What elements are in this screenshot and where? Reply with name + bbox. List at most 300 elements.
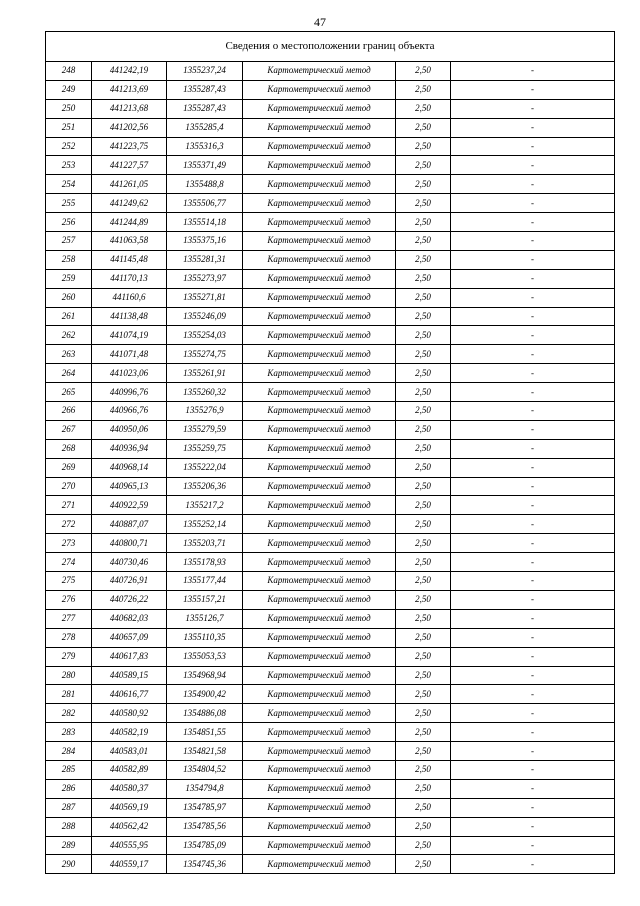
page-number: 47 [314,15,326,29]
point-number-cell: 270 [46,477,92,496]
description-cell: - [451,817,615,836]
x-coordinate-cell: 440730,46 [92,553,167,572]
point-number-cell: 278 [46,628,92,647]
method-cell: Картометрический метод [243,439,396,458]
x-coordinate-cell: 440726,22 [92,590,167,609]
accuracy-cell: 2,50 [396,175,451,194]
method-cell: Картометрический метод [243,534,396,553]
y-coordinate-cell: 1355206,36 [167,477,243,496]
accuracy-cell: 2,50 [396,515,451,534]
description-cell: - [451,458,615,477]
description-cell: - [451,553,615,572]
table-row [46,779,615,798]
table-row [46,515,615,534]
table-row [46,439,615,458]
table-row [46,420,615,439]
description-cell: - [451,175,615,194]
point-number-cell: 258 [46,250,92,269]
accuracy-cell: 2,50 [396,590,451,609]
point-number-cell: 256 [46,213,92,232]
y-coordinate-cell: 1355222,04 [167,458,243,477]
method-cell: Картометрический метод [243,836,396,855]
x-coordinate-cell: 440800,71 [92,534,167,553]
accuracy-cell: 2,50 [396,364,451,383]
description-cell: - [451,742,615,761]
table-row [46,232,615,251]
table-row [46,723,615,742]
description-cell: - [451,80,615,99]
accuracy-cell: 2,50 [396,855,451,874]
description-cell: - [451,477,615,496]
x-coordinate-cell: 441023,06 [92,364,167,383]
description-cell: - [451,685,615,704]
x-coordinate-cell: 441160,6 [92,288,167,307]
method-cell: Картометрический метод [243,269,396,288]
point-number-cell: 253 [46,156,92,175]
y-coordinate-cell: 1355259,75 [167,439,243,458]
y-coordinate-cell: 1354851,55 [167,723,243,742]
point-number-cell: 281 [46,685,92,704]
x-coordinate-cell: 440887,07 [92,515,167,534]
method-cell: Картометрический метод [243,855,396,874]
y-coordinate-cell: 1354900,42 [167,685,243,704]
point-number-cell: 283 [46,723,92,742]
y-coordinate-cell: 1355053,53 [167,647,243,666]
method-cell: Картометрический метод [243,175,396,194]
method-cell: Картометрический метод [243,817,396,836]
table-row [46,742,615,761]
accuracy-cell: 2,50 [396,572,451,591]
point-number-cell: 250 [46,99,92,118]
point-number-cell: 284 [46,742,92,761]
accuracy-cell: 2,50 [396,477,451,496]
y-coordinate-cell: 1355254,03 [167,326,243,345]
table-row [46,836,615,855]
description-cell: - [451,534,615,553]
point-number-cell: 273 [46,534,92,553]
table-row [46,250,615,269]
method-cell: Картометрический метод [243,402,396,421]
x-coordinate-cell: 441145,48 [92,250,167,269]
method-cell: Картометрический метод [243,477,396,496]
description-cell: - [451,760,615,779]
accuracy-cell: 2,50 [396,647,451,666]
description-cell: - [451,779,615,798]
accuracy-cell: 2,50 [396,628,451,647]
point-number-cell: 264 [46,364,92,383]
point-number-cell: 268 [46,439,92,458]
y-coordinate-cell: 1355252,14 [167,515,243,534]
x-coordinate-cell: 440580,92 [92,704,167,723]
accuracy-cell: 2,50 [396,213,451,232]
description-cell: - [451,307,615,326]
x-coordinate-cell: 440657,09 [92,628,167,647]
method-cell: Картометрический метод [243,99,396,118]
y-coordinate-cell: 1354785,97 [167,798,243,817]
accuracy-cell: 2,50 [396,232,451,251]
table-row [46,137,615,156]
point-number-cell: 282 [46,704,92,723]
method-cell: Картометрический метод [243,156,396,175]
point-number-cell: 254 [46,175,92,194]
accuracy-cell: 2,50 [396,779,451,798]
x-coordinate-cell: 440965,13 [92,477,167,496]
point-number-cell: 289 [46,836,92,855]
point-number-cell: 260 [46,288,92,307]
x-coordinate-cell: 441170,13 [92,269,167,288]
point-number-cell: 285 [46,760,92,779]
method-cell: Картометрический метод [243,742,396,761]
x-coordinate-cell: 440950,06 [92,420,167,439]
point-number-cell: 269 [46,458,92,477]
method-cell: Картометрический метод [243,515,396,534]
accuracy-cell: 2,50 [396,666,451,685]
method-cell: Картометрический метод [243,62,396,81]
table-row [46,326,615,345]
description-cell: - [451,590,615,609]
x-coordinate-cell: 441213,68 [92,99,167,118]
point-number-cell: 255 [46,194,92,213]
description-cell: - [451,704,615,723]
point-number-cell: 279 [46,647,92,666]
table-row [46,458,615,477]
description-cell: - [451,250,615,269]
description-cell: - [451,666,615,685]
y-coordinate-cell: 1355203,71 [167,534,243,553]
y-coordinate-cell: 1355217,2 [167,496,243,515]
description-cell: - [451,288,615,307]
x-coordinate-cell: 440966,76 [92,402,167,421]
description-cell: - [451,62,615,81]
description-cell: - [451,647,615,666]
point-number-cell: 274 [46,553,92,572]
point-number-cell: 265 [46,383,92,402]
method-cell: Картометрический метод [243,553,396,572]
y-coordinate-cell: 1354886,08 [167,704,243,723]
y-coordinate-cell: 1355110,35 [167,628,243,647]
y-coordinate-cell: 1355279,59 [167,420,243,439]
description-cell: - [451,232,615,251]
method-cell: Картометрический метод [243,383,396,402]
accuracy-cell: 2,50 [396,685,451,704]
table-row [46,175,615,194]
point-number-cell: 262 [46,326,92,345]
description-cell: - [451,345,615,364]
table-row [46,156,615,175]
table-row [46,666,615,685]
accuracy-cell: 2,50 [396,420,451,439]
accuracy-cell: 2,50 [396,817,451,836]
table-row [46,553,615,572]
table-row [46,288,615,307]
x-coordinate-cell: 440617,83 [92,647,167,666]
accuracy-cell: 2,50 [396,62,451,81]
accuracy-cell: 2,50 [396,118,451,137]
description-cell: - [451,515,615,534]
table-row [46,345,615,364]
x-coordinate-cell: 441202,56 [92,118,167,137]
y-coordinate-cell: 1354794,8 [167,779,243,798]
accuracy-cell: 2,50 [396,250,451,269]
accuracy-cell: 2,50 [396,742,451,761]
point-number-cell: 251 [46,118,92,137]
method-cell: Картометрический метод [243,307,396,326]
description-cell: - [451,137,615,156]
description-cell: - [451,496,615,515]
description-cell: - [451,609,615,628]
point-number-cell: 257 [46,232,92,251]
table-row [46,798,615,817]
x-coordinate-cell: 441138,48 [92,307,167,326]
y-coordinate-cell: 1355488,8 [167,175,243,194]
x-coordinate-cell: 440936,94 [92,439,167,458]
table-row [46,609,615,628]
method-cell: Картометрический метод [243,723,396,742]
boundary-table [45,31,615,874]
boundary-table-body [46,32,615,874]
description-cell: - [451,194,615,213]
method-cell: Картометрический метод [243,80,396,99]
accuracy-cell: 2,50 [396,383,451,402]
method-cell: Картометрический метод [243,458,396,477]
point-number-cell: 248 [46,62,92,81]
description-cell: - [451,99,615,118]
accuracy-cell: 2,50 [396,723,451,742]
y-coordinate-cell: 1355287,43 [167,99,243,118]
description-cell: - [451,326,615,345]
y-coordinate-cell: 1354785,09 [167,836,243,855]
description-cell: - [451,723,615,742]
point-number-cell: 266 [46,402,92,421]
table-title: Сведения о местоположении границ объекта [46,32,615,62]
y-coordinate-cell: 1355281,31 [167,250,243,269]
method-cell: Картометрический метод [243,572,396,591]
method-cell: Картометрический метод [243,326,396,345]
description-cell: - [451,213,615,232]
table-row [46,477,615,496]
method-cell: Картометрический метод [243,628,396,647]
method-cell: Картометрический метод [243,685,396,704]
point-number-cell: 286 [46,779,92,798]
y-coordinate-cell: 1355506,77 [167,194,243,213]
method-cell: Картометрический метод [243,798,396,817]
method-cell: Картометрический метод [243,250,396,269]
x-coordinate-cell: 440562,42 [92,817,167,836]
y-coordinate-cell: 1354745,36 [167,855,243,874]
method-cell: Картометрический метод [243,118,396,137]
y-coordinate-cell: 1355261,91 [167,364,243,383]
accuracy-cell: 2,50 [396,798,451,817]
y-coordinate-cell: 1354804,52 [167,760,243,779]
y-coordinate-cell: 1355246,09 [167,307,243,326]
description-cell: - [451,439,615,458]
accuracy-cell: 2,50 [396,288,451,307]
table-row [46,402,615,421]
y-coordinate-cell: 1354968,94 [167,666,243,685]
point-number-cell: 249 [46,80,92,99]
method-cell: Картометрический метод [243,213,396,232]
table-row [46,118,615,137]
x-coordinate-cell: 441249,62 [92,194,167,213]
table-row [46,364,615,383]
table-row [46,590,615,609]
y-coordinate-cell: 1355371,49 [167,156,243,175]
table-row [46,704,615,723]
point-number-cell: 252 [46,137,92,156]
description-cell: - [451,420,615,439]
method-cell: Картометрический метод [243,496,396,515]
accuracy-cell: 2,50 [396,760,451,779]
description-cell: - [451,572,615,591]
description-cell: - [451,383,615,402]
table-row [46,572,615,591]
table-row [46,647,615,666]
y-coordinate-cell: 1355285,4 [167,118,243,137]
accuracy-cell: 2,50 [396,836,451,855]
x-coordinate-cell: 440682,03 [92,609,167,628]
description-cell: - [451,798,615,817]
description-cell: - [451,628,615,647]
method-cell: Картометрический метод [243,779,396,798]
accuracy-cell: 2,50 [396,345,451,364]
y-coordinate-cell: 1355274,75 [167,345,243,364]
point-number-cell: 263 [46,345,92,364]
point-number-cell: 276 [46,590,92,609]
point-number-cell: 259 [46,269,92,288]
method-cell: Картометрический метод [243,666,396,685]
x-coordinate-cell: 440559,17 [92,855,167,874]
table-row [46,194,615,213]
x-coordinate-cell: 441261,05 [92,175,167,194]
accuracy-cell: 2,50 [396,704,451,723]
accuracy-cell: 2,50 [396,553,451,572]
y-coordinate-cell: 1354821,58 [167,742,243,761]
method-cell: Картометрический метод [243,609,396,628]
x-coordinate-cell: 440555,95 [92,836,167,855]
accuracy-cell: 2,50 [396,156,451,175]
table-row [46,62,615,81]
x-coordinate-cell: 441213,69 [92,80,167,99]
method-cell: Картометрический метод [243,288,396,307]
table-row [46,383,615,402]
accuracy-cell: 2,50 [396,269,451,288]
x-coordinate-cell: 440582,19 [92,723,167,742]
point-number-cell: 288 [46,817,92,836]
x-coordinate-cell: 440569,19 [92,798,167,817]
y-coordinate-cell: 1355177,44 [167,572,243,591]
y-coordinate-cell: 1355514,18 [167,213,243,232]
point-number-cell: 272 [46,515,92,534]
accuracy-cell: 2,50 [396,402,451,421]
point-number-cell: 271 [46,496,92,515]
table-row [46,628,615,647]
y-coordinate-cell: 1355276,9 [167,402,243,421]
table-row [46,80,615,99]
x-coordinate-cell: 440589,15 [92,666,167,685]
x-coordinate-cell: 440583,01 [92,742,167,761]
accuracy-cell: 2,50 [396,496,451,515]
table-row [46,760,615,779]
table-row [46,496,615,515]
accuracy-cell: 2,50 [396,194,451,213]
x-coordinate-cell: 440968,14 [92,458,167,477]
description-cell: - [451,364,615,383]
point-number-cell: 275 [46,572,92,591]
y-coordinate-cell: 1355178,93 [167,553,243,572]
x-coordinate-cell: 440616,77 [92,685,167,704]
x-coordinate-cell: 441242,19 [92,62,167,81]
description-cell: - [451,855,615,874]
x-coordinate-cell: 441227,57 [92,156,167,175]
table-row [46,534,615,553]
table-row [46,685,615,704]
y-coordinate-cell: 1355271,81 [167,288,243,307]
point-number-cell: 290 [46,855,92,874]
method-cell: Картометрический метод [243,137,396,156]
x-coordinate-cell: 440996,76 [92,383,167,402]
x-coordinate-cell: 441063,58 [92,232,167,251]
accuracy-cell: 2,50 [396,458,451,477]
point-number-cell: 280 [46,666,92,685]
point-number-cell: 277 [46,609,92,628]
description-cell: - [451,118,615,137]
point-number-cell: 261 [46,307,92,326]
accuracy-cell: 2,50 [396,439,451,458]
method-cell: Картометрический метод [243,420,396,439]
y-coordinate-cell: 1355375,16 [167,232,243,251]
x-coordinate-cell: 441071,48 [92,345,167,364]
y-coordinate-cell: 1355237,24 [167,62,243,81]
y-coordinate-cell: 1355260,32 [167,383,243,402]
y-coordinate-cell: 1355287,43 [167,80,243,99]
accuracy-cell: 2,50 [396,326,451,345]
method-cell: Картометрический метод [243,194,396,213]
y-coordinate-cell: 1354785,56 [167,817,243,836]
y-coordinate-cell: 1355157,21 [167,590,243,609]
x-coordinate-cell: 441074,19 [92,326,167,345]
table-row [46,269,615,288]
method-cell: Картометрический метод [243,760,396,779]
method-cell: Картометрический метод [243,345,396,364]
x-coordinate-cell: 440580,37 [92,779,167,798]
x-coordinate-cell: 440922,59 [92,496,167,515]
method-cell: Картометрический метод [243,590,396,609]
accuracy-cell: 2,50 [396,534,451,553]
point-number-cell: 287 [46,798,92,817]
point-number-cell: 267 [46,420,92,439]
table-row [46,99,615,118]
method-cell: Картометрический метод [243,704,396,723]
x-coordinate-cell: 441223,75 [92,137,167,156]
table-row [46,855,615,874]
description-cell: - [451,156,615,175]
accuracy-cell: 2,50 [396,80,451,99]
accuracy-cell: 2,50 [396,307,451,326]
table-row [46,213,615,232]
description-cell: - [451,269,615,288]
accuracy-cell: 2,50 [396,99,451,118]
accuracy-cell: 2,50 [396,137,451,156]
table-row [46,307,615,326]
x-coordinate-cell: 441244,89 [92,213,167,232]
y-coordinate-cell: 1355316,3 [167,137,243,156]
table-header-row [46,32,615,62]
description-cell: - [451,836,615,855]
y-coordinate-cell: 1355126,7 [167,609,243,628]
y-coordinate-cell: 1355273,97 [167,269,243,288]
method-cell: Картометрический метод [243,364,396,383]
table-row [46,817,615,836]
